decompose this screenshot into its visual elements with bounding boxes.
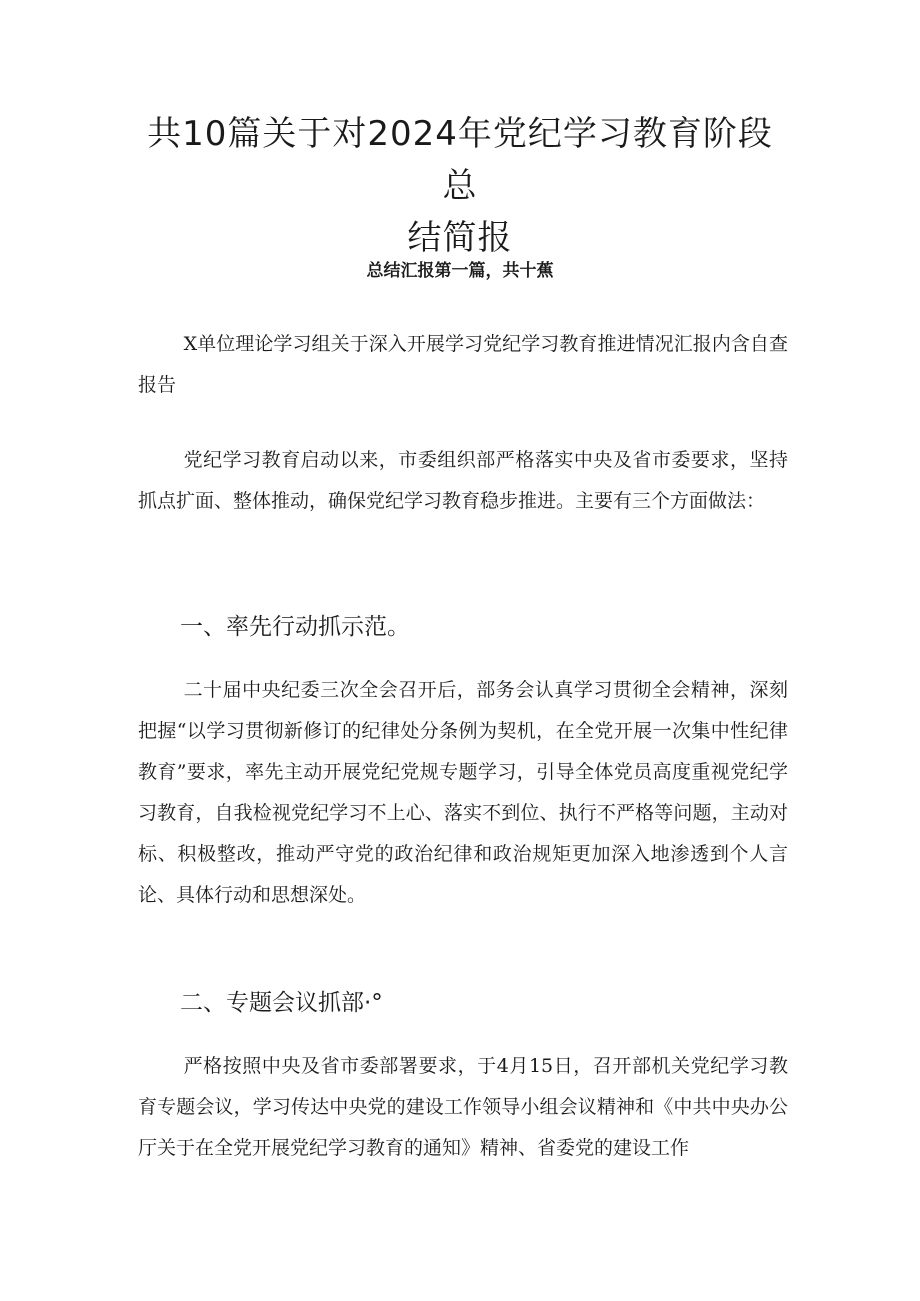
paragraph-report-title: X单位理论学习组关于深入开展学习党纪学习教育推进情况汇报内含自查报告 (138, 333, 788, 396)
section-heading-1: 一、率先行动抓示范。 (180, 614, 410, 640)
title-line-2: 结简报 (407, 218, 513, 258)
section-heading-2: 二、专题会议抓部·° (180, 990, 383, 1016)
paragraph-section-1: 二十届中央纪委三次全会召开后，部务会认真学习贯彻全会精神，深刻把握“以学习贯彻新修订的纪律处分条例为契机，在全党开展一次集中性纪律教育”要求，率先主动开展党纪党规专题学习，引导全体党员高度重视党纪学习教育，自我检视党纪学习不上心、落实不到位、执行不严格等问题，主动对标、积极整改，推动严守党的政治纪律和政治规矩更加深入地渗透到个人言论、具体行动和思想深处。 (138, 679, 788, 906)
paragraph-intro: 党纪学习教育启动以来，市委组织部严格落实中央及省市委要求，坚持抓点扩面、整体推动，确保党纪学习教育稳步推进。主要有三个方面做法： (138, 449, 788, 512)
document-subtitle: 总结汇报第一篇，共十蕉 (366, 261, 554, 281)
document-title (140, 108, 780, 264)
paragraph-section-2: 严格按照中央及省市委部署要求，于4月15日，召开部机关党纪学习教育专题会议，学习传达中央党的建设工作领导小组会议精神和《中共中央办公厅关于在全党开展党纪学习教育的通知》精神、省委党的建设工作 (138, 1055, 788, 1159)
title-line-1: 共10篇关于对2024年党纪学习教育阶段总 (147, 114, 773, 206)
